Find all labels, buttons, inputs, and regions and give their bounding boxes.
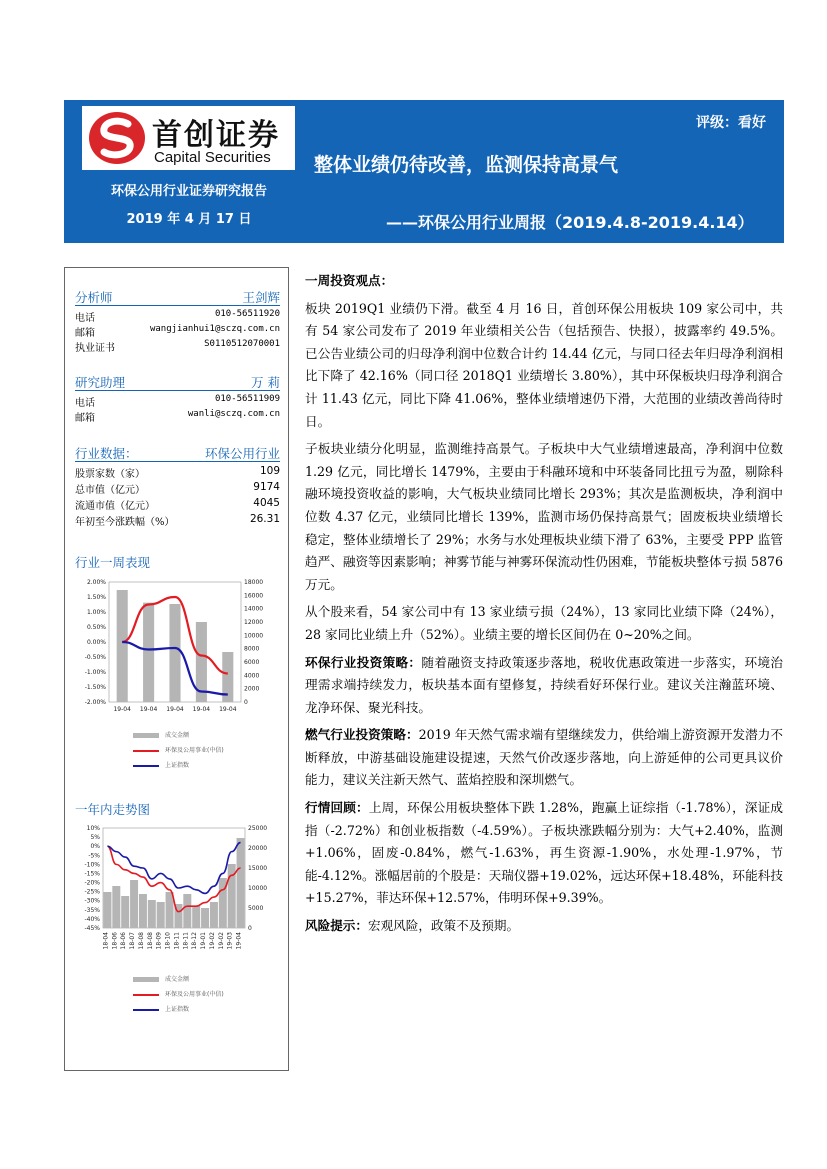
right-tick-label: 15000 [248,865,268,872]
gas-strategy-text: 2019 年天然气需求端有望继续发力，供给端上游资源开发潜力不断释放，中游基础设施建设提速，天然气价改逐步落地，向上游延伸的公司更具议价能力，建议关注新天然气、蓝焰控股和深圳燃气。 [305,727,784,788]
right-tick-label: 12000 [244,619,264,626]
paragraph-gas-strategy [305,724,783,792]
x-tick-label: 19-02 [208,932,216,950]
risk-text: 宏观风险，政策不及预期。 [367,918,520,934]
sidebar-panel [64,267,289,1071]
legend-swatch-bar [133,733,159,738]
x-tick-label: 18-11 [173,932,181,950]
volume-bar [130,880,138,928]
report-subheadline: ——环保公用行业周报（2019.4.8-2019.4.14） [386,213,754,232]
market-review-label: 行情回顾： [305,800,369,816]
volume-bar [103,892,111,928]
row-key: 邮箱 [75,328,95,339]
left-tick-label: -30% [84,897,100,905]
left-tick-label: 0.00% [86,639,106,646]
row-value[interactable]: wanli@sczq.com.cn [187,409,280,419]
paragraph-market-review [305,797,783,910]
volume-bar [192,906,200,928]
legend-swatch-line [133,994,159,996]
left-tick-label: -35% [84,906,100,914]
logo-text-cn: 首创证券 [152,118,280,153]
left-tick-label: -10% [84,861,100,869]
risk-label: 风险提示： [305,918,368,934]
volume-bar [112,886,120,928]
left-tick-label: -2.00% [84,699,106,706]
industry-name: 环保公用行业 [204,446,280,461]
paragraph-earnings: 板块 2019Q1 业绩仍下滑。截至 4 月 16 日，首创环保公用板块 109 家公司中，共有 54 家公司发布了 2019 年业绩相关公告（包括预告、快报），披露率约 49.5%。已公告业绩公司的归母净利润中位数合计约 14.44 亿元，与同口径去年归母净利润相比下降了 42.16%（同口径 2018Q1 业绩增长 3.80%），其中环保板块归母净利润合计 11.43 亿元，同比下降 41.06%，整体业绩增速仍下滑，大范围的业绩改善尚待时日。 [305,300,783,429]
x-tick-label: 18-06 [120,932,128,950]
row-value: 26.31 [249,513,280,525]
year-legend-sector [133,989,224,998]
left-tick-label: -25% [84,888,100,896]
right-tick-label: 25000 [248,825,268,832]
x-tick-label: 18-06 [111,932,119,950]
right-tick-label: 8000 [244,645,260,653]
main-content [305,270,783,943]
env-strategy-label: 环保行业投资策略： [305,654,422,670]
legend-swatch-line [133,750,159,752]
paragraph-risk [305,915,783,938]
assistant-header [75,373,280,391]
volume-bar [210,902,218,928]
row-value: S0110512070001 [204,339,280,349]
week-legend-sector [133,745,224,754]
week-legend-volume [133,730,189,739]
right-tick-label: 10000 [248,885,268,892]
right-tick-label: 16000 [244,592,264,600]
assistant-email-row [75,409,280,424]
row-key: 股票家数（家） [75,469,145,480]
industry-data-label: 行业数据： [75,446,138,461]
paragraph-subsectors: 子板块业绩分化明显，监测维持高景气。子板块中大气业绩增速最高，净利润中位数 1.29 亿元，同比增长 1479%，主要由于科融环境和中环装备同比扭亏为盈，剔除科融环境投资收益的影响，大气板块业绩同比增长 293%；其次是监测板块，净利润中位数 4.37 亿元，业绩同比增长 139%，监测市场仍保持高景气；固废板块业绩增长稳定，整体业绩增长了 29%；水务与水处理板块业绩下滑了 63%，主要受 PPP 监管趋严、融资等因素影响；神雾节能与神雾环保流动性仍困难，节能板块整体亏损 5876 万元。 [305,441,783,592]
industry-row-stocks [75,465,280,480]
row-value: 9174 [253,481,280,493]
volume-bar [169,604,180,702]
analyst-name: 王剑辉 [242,290,280,305]
industry-data-header [75,444,280,462]
legend-label: 成交金额 [165,976,190,983]
legend-swatch-line [133,765,159,767]
year-legend-volume [133,974,189,983]
left-tick-label: 0% [90,843,100,851]
right-tick-label: 4000 [244,672,260,680]
analyst-email-row [75,324,280,339]
industry-row-ytd [75,513,280,528]
volume-bar [183,894,191,928]
left-tick-label: 1.50% [86,594,106,601]
volume-bar [143,603,154,702]
left-tick-label: -40% [84,915,100,923]
assistant-name: 万 莉 [251,375,280,390]
volume-bar [157,902,165,928]
volume-bar [148,900,156,928]
logo-text-en: Capital Securities [154,149,271,166]
analyst-label: 分析师 [75,290,113,305]
left-tick-label: 10% [86,825,100,832]
section-heading: 一周投资观点： [305,273,394,288]
x-tick-label: 19-04 [219,706,237,713]
left-tick-label: 0.50% [86,624,106,631]
right-tick-label: 18000 [244,579,264,586]
week-performance-chart [73,578,281,718]
year-chart-title: 一年内走势图 [75,802,151,817]
week-chart-title: 行业一周表现 [75,555,151,570]
row-key: 执业证书 [75,343,115,354]
row-key: 电话 [75,398,95,409]
left-tick-label: -20% [84,879,100,887]
market-review-text: 上周，环保公用板块整体下跌 1.28%，跑赢上证综指（-1.78%），深证成指（-2.72%）和创业板指数（-4.59%）。子板块涨跌幅分别为：大气+2.40%，监测+1.06%，固废-0.84%，燃气-1.63%，再生资源-1.90%，水处理-1.97%，节能-4.12%。涨幅居前的个股是：天瑞仪器+19.02%，远达环保+18.48%，环能科技+15.27%，菲达环保+12.57%，伟明环保+9.39%。 [305,800,783,906]
left-tick-label: -45% [84,925,100,932]
right-tick-label: 14000 [244,605,264,613]
left-tick-label: -0.50% [84,654,106,661]
year-legend-index [133,1004,189,1013]
x-tick-label: 19-04 [139,706,158,713]
gas-strategy-label: 燃气行业投资策略： [305,727,419,743]
analyst-header [75,288,280,306]
x-tick-label: 19-04 [235,932,243,950]
row-key: 年初至今涨跌幅（%） [75,517,175,528]
assistant-label: 研究助理 [75,375,126,390]
paragraph-env-strategy [305,652,783,720]
x-tick-label: 18-10 [164,932,172,950]
rating-label: 评级：看好 [696,115,766,131]
x-tick-label: 18-08 [146,932,154,950]
right-tick-label: 10000 [244,632,264,640]
volume-bar [121,896,129,928]
x-tick-label: 19-02 [217,932,225,950]
row-value: 010-56511920 [214,309,280,319]
legend-swatch-bar [133,977,159,982]
logo-mark-icon [88,110,146,166]
analyst-cert-row [75,339,280,354]
industry-row-mktcap [75,481,280,496]
row-key: 电话 [75,313,95,324]
right-tick-label: 0 [244,699,248,706]
x-tick-label: 18-09 [155,932,163,950]
right-tick-label: 0 [248,925,252,932]
row-value: 109 [259,465,280,477]
assistant-phone-row [75,394,280,409]
year-trend-chart [73,824,281,964]
legend-label: 环保及公用事业(中信) [165,747,224,754]
left-tick-label: -15% [84,870,100,878]
paragraph-stocks: 从个股来看，54 家公司中有 13 家业绩亏损（24%），13 家同比业绩下降（24%），28 家同比业绩上升（52%）。业绩主要的增长区间仍在 0~20%之间。 [305,604,783,642]
industry-row-float [75,497,280,512]
volume-bar [166,892,174,928]
x-tick-label: 19-04 [166,706,184,713]
left-tick-label: 1.00% [86,609,106,616]
left-tick-label: -1.50% [84,684,106,691]
row-key: 流通市值（亿元） [75,501,155,512]
x-tick-label: 19-03 [226,932,234,950]
legend-label: 上证指数 [165,1006,190,1013]
report-type: 环保公用行业证券研究报告 [110,184,267,199]
left-tick-label: 2.00% [86,579,106,586]
x-tick-label: 18-07 [129,932,137,950]
company-logo [82,106,295,170]
left-tick-label: -1.00% [84,669,106,676]
legend-label: 环保及公用事业(中信) [165,991,224,998]
x-tick-label: 18-04 [102,932,110,950]
legend-swatch-line [133,1009,159,1011]
x-tick-label: 19-04 [113,706,131,713]
x-tick-label: 18-08 [137,932,145,950]
x-tick-label: 19-04 [192,706,211,713]
row-value: 4045 [253,497,280,509]
env-strategy-text: 随着融资支持政策逐步落地，税收优惠政策进一步落实，环境治理需求端持续发力，板块基本面有望修复，持续看好环保行业。建议关注瀚蓝环境、龙净环保、聚光科技。 [305,654,784,715]
x-tick-label: 19-01 [200,932,208,950]
row-key: 总市值（亿元） [75,485,145,496]
row-value[interactable]: wangjianhui1@sczq.com.cn [149,324,280,334]
volume-bar [117,590,128,702]
x-tick-label: 18-12 [191,932,199,950]
row-value: 010-56511909 [214,394,280,404]
right-tick-label: 20000 [248,845,268,852]
right-tick-label: 2000 [244,685,260,693]
report-date: 2019 年 4 月 17 日 [126,212,252,227]
volume-bar [237,838,245,928]
report-banner [64,100,784,243]
report-headline: 整体业绩仍待改善，监测保持高景气 [314,154,619,176]
left-tick-label: 5% [90,834,100,842]
legend-label: 成交金额 [165,732,190,739]
analyst-phone-row [75,309,280,324]
week-legend-index [133,760,189,769]
volume-bar [201,908,209,928]
row-key: 邮箱 [75,413,95,424]
right-tick-label: 6000 [244,659,260,666]
volume-bar [139,894,147,928]
x-tick-label: 18-11 [182,932,190,950]
right-tick-label: 5000 [248,905,264,912]
legend-label: 上证指数 [165,762,190,769]
left-tick-label: -5% [88,852,100,860]
